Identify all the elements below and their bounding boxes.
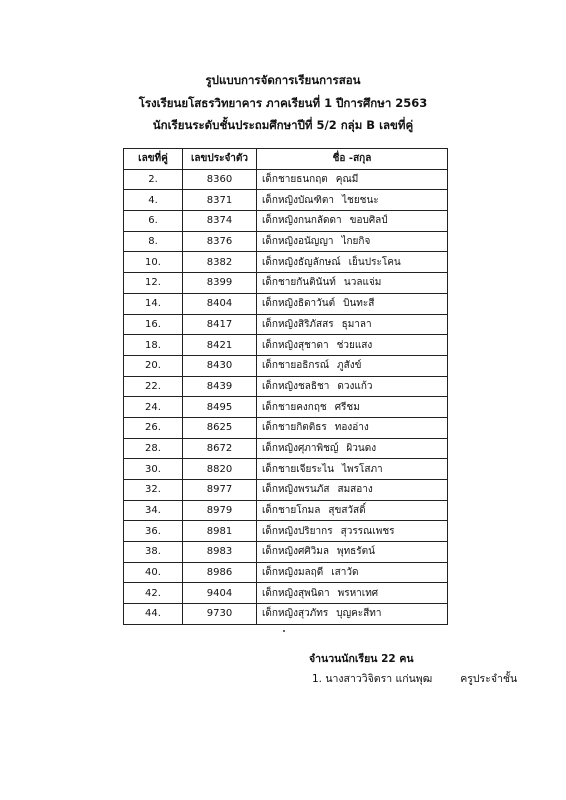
student-roster-table [123,148,448,625]
header-number: เลขที่คู่ [124,149,183,170]
last-name: ช่วยแสง [336,339,373,351]
last-name: คุณมี [335,174,359,186]
last-name: ไชยชนะ [342,194,379,206]
row-number: 6. [124,211,183,232]
class-group-heading: นักเรียนระดับชั้นประถมศึกษาปีที่ 5/2 กลุ่ม B เลขที่คู่ [152,118,414,132]
first-name: เด็กหญิงศุภาพิชญ์ [262,442,339,454]
table-row [124,562,448,583]
row-student-name [257,314,448,335]
row-number: 16. [124,314,183,335]
row-student-name [257,438,448,459]
table-row [124,459,448,480]
roster-body [124,169,448,624]
row-student-id: 8439 [183,376,257,397]
table-header-row [124,149,448,170]
teacher-name: 1. นางสาววิจิตรา แก่นพุฒ [312,673,433,685]
row-student-name [257,417,448,438]
row-number: 4. [124,190,183,211]
row-student-id: 8986 [183,562,257,583]
table-row [124,314,448,335]
first-name: เด็กชายธนกฤต [262,174,328,186]
student-count-unit: คน [399,653,414,665]
row-student-name [257,355,448,376]
first-name: เด็กหญิงปริยากร [262,525,333,537]
row-student-name [257,252,448,273]
row-student-id: 8625 [183,417,257,438]
row-student-id: 8360 [183,169,257,190]
table-row [124,169,448,190]
table-row [124,190,448,211]
first-name: เด็กหญิงธัญลักษณ์ [262,256,341,268]
row-student-name [257,542,448,563]
row-number: 44. [124,604,183,625]
row-student-name [257,397,448,418]
school-semester-heading: โรงเรียนยโสธรวิทยาคาร ภาคเรียนที่ 1 ปีการศึกษา 2563 [138,96,428,110]
table-row [124,376,448,397]
row-student-name [257,500,448,521]
row-student-name [257,231,448,252]
row-number: 14. [124,293,183,314]
row-student-name [257,521,448,542]
last-name: นวลแจ่ม [343,277,382,289]
row-student-id: 8672 [183,438,257,459]
row-number: 2. [124,169,183,190]
row-student-name [257,583,448,604]
table-row [124,231,448,252]
row-student-id: 8382 [183,252,257,273]
last-name: ทองอ่าง [334,422,369,434]
last-name: พุทธรัตน์ [337,546,375,558]
last-name: ผิวนดง [346,442,377,454]
last-name: ภูสังข์ [337,360,362,372]
last-name: บุญคะสีทา [336,608,382,620]
last-name: ขอบศิลป์ [349,215,388,227]
last-name: ไพรโสภา [341,463,383,475]
row-number: 38. [124,542,183,563]
table-row [124,211,448,232]
row-number: 40. [124,562,183,583]
table-row [124,293,448,314]
homeroom-teacher [312,670,517,687]
first-name: เด็กหญิงสุพนิดา [262,587,330,599]
table-row [124,604,448,625]
table-row [124,521,448,542]
first-name: เด็กหญิงสิริภัสสร [262,318,334,330]
row-number: 26. [124,417,183,438]
table-row [124,355,448,376]
row-student-id: 8417 [183,314,257,335]
first-name: เด็กชายกันตินันท์ [262,277,336,289]
row-student-id: 8374 [183,211,257,232]
row-student-id: 9404 [183,583,257,604]
row-number: 8. [124,231,183,252]
table-row [124,438,448,459]
row-number: 32. [124,480,183,501]
last-name: สมสอาง [337,484,373,496]
row-student-id: 9730 [183,604,257,625]
header-full-name: ชื่อ -สกุล [257,149,448,170]
row-student-name [257,376,448,397]
row-student-name [257,335,448,356]
last-name: ศรีชม [334,401,360,413]
row-student-id: 8495 [183,397,257,418]
first-name: เด็กหญิงบัณฑิตา [262,194,334,206]
last-name: พรหาเทศ [337,587,379,599]
teacher-role: ครูประจำชั้น [460,673,518,685]
header-student-id: เลขประจำตัว [183,149,257,170]
first-name: เด็กหญิงธิดาวันต์ [262,298,336,310]
row-student-id: 8399 [183,273,257,294]
last-name: ไกยกิจ [341,236,371,248]
table-row [124,500,448,521]
row-student-id: 8820 [183,459,257,480]
student-count [309,650,414,667]
row-student-name [257,480,448,501]
table-row [124,335,448,356]
row-number: 34. [124,500,183,521]
row-student-id: 8376 [183,231,257,252]
first-name: เด็กชายอธิกรณ์ [262,360,330,372]
student-count-value: 22 [381,653,396,665]
row-number: 24. [124,397,183,418]
last-name: ดวงแก้ว [337,380,373,392]
row-student-id: 8979 [183,500,257,521]
table-row [124,542,448,563]
first-name: เด็กหญิงชลธิชา [262,380,330,392]
row-number: 20. [124,355,183,376]
table-row [124,252,448,273]
table-row [124,583,448,604]
first-name: เด็กชายโกมล [262,505,321,517]
row-student-name [257,169,448,190]
row-student-id: 8430 [183,355,257,376]
first-name: เด็กหญิงกนกลัดดา [262,215,342,227]
first-name: เด็กหญิงสุชาดา [262,339,329,351]
first-name: เด็กชายกิตติธร [262,422,327,434]
row-student-name [257,190,448,211]
first-name: เด็กหญิงพรนภัส [262,484,330,496]
row-student-id: 8981 [183,521,257,542]
row-student-name [257,273,448,294]
last-name: เย็นประโคน [348,256,401,268]
row-student-name [257,211,448,232]
row-number: 36. [124,521,183,542]
first-name: เด็กหญิงมลฤดี [262,567,324,579]
last-name: สุขสวัสดิ์ [328,505,366,517]
last-name: บินทะสี [343,298,375,310]
row-student-id: 8404 [183,293,257,314]
last-name: สุวรรณเพชร [340,525,395,537]
row-number: 28. [124,438,183,459]
row-student-id: 8977 [183,480,257,501]
first-name: เด็กชายเจียระไน [262,463,334,475]
table-row [124,273,448,294]
row-number: 10. [124,252,183,273]
last-name: เสาวัด [331,567,359,579]
first-name: เด็กหญิงอนัญญา [262,236,334,248]
table-row [124,417,448,438]
first-name: เด็กหญิงสุวภัทร [262,608,329,620]
stray-dot [283,630,285,632]
table-row [124,480,448,501]
table-row [124,397,448,418]
row-student-name [257,604,448,625]
student-count-label: จำนวนนักเรียน [309,653,378,665]
first-name: เด็กชายคงกฤช [262,401,327,413]
row-number: 42. [124,583,183,604]
row-student-id: 8371 [183,190,257,211]
row-student-id: 8421 [183,335,257,356]
row-number: 18. [124,335,183,356]
last-name: ธุมาลา [341,318,372,330]
first-name: เด็กหญิงศศิวิมล [262,546,329,558]
row-number: 12. [124,273,183,294]
row-number: 30. [124,459,183,480]
row-number: 22. [124,376,183,397]
row-student-name [257,459,448,480]
row-student-name [257,293,448,314]
row-student-id: 8983 [183,542,257,563]
row-student-name [257,562,448,583]
document-title: รูปแบบการจัดการเรียนการสอน [205,73,361,87]
